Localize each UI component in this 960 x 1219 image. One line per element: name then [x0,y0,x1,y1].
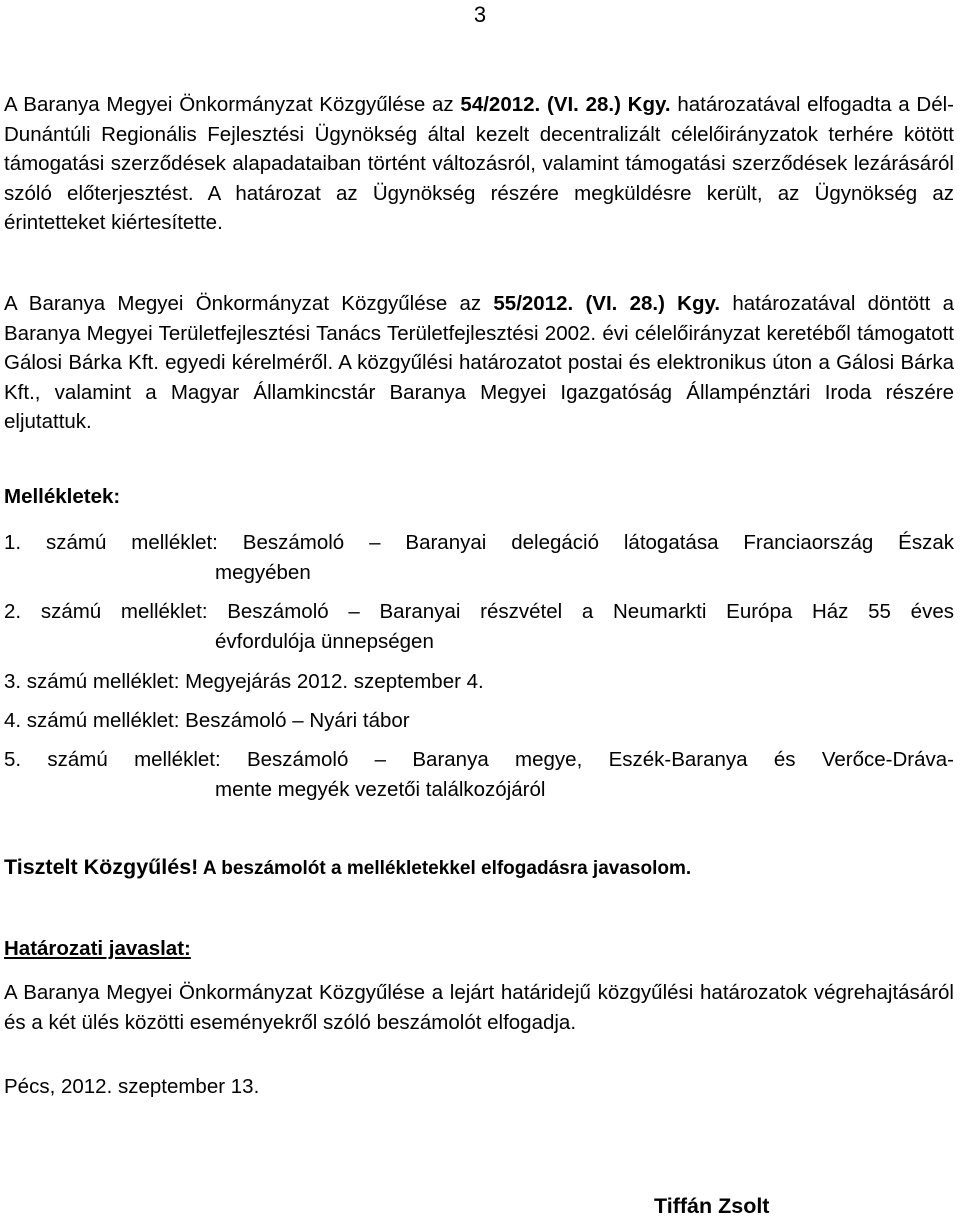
place-date: Pécs, 2012. szeptember 13. [4,1075,260,1098]
resolution-reference: 55/2012. (VI. 28.) Kgy. [493,292,721,315]
paragraph-lead: A Baranya Megyei Önkormányzat Közgyűlése az [4,93,461,116]
annex-item-1 [4,528,954,587]
annexes-heading: Mellékletek: [4,485,121,508]
annex-label: 1. számú melléklet: [4,531,243,554]
annex-item-4 [4,706,954,736]
annex-title-continued: évfordulója ünnepségen [215,629,434,653]
annex-title-continued: mente megyék vezetői találkozójáról [215,777,546,801]
closing-recommendation [4,855,691,880]
annex-title: Beszámoló – Baranyai részvétel a Neumarkti Európa Ház 55 éves [227,600,954,623]
signer-name: Tiffán Zsolt [654,1194,770,1218]
annex-label: 4. számú melléklet: [4,709,186,732]
annex-label: 5. számú melléklet: [4,748,247,771]
resolution-reference: 54/2012. (VI. 28.) Kgy. [460,93,671,116]
annex-title: Beszámoló – Baranya megye, Eszék-Baranya és Verőce-Dráva- [246,748,954,771]
paragraph-text: határozatával elfogadta a Dél-Dunántúli Regionális Fejlesztési Ügynökség által kezelt decentralizált célelőirányzatok terhére kötött támogatási szerződések alapadataiban történt változásról, valamint támogatási szerződések lezárásáról szóló előterjesztést. A határozat az Ügynökség részére megküldésre került, az Ügynökség az érintetteket kiértesítette. [4,93,955,234]
annex-label: 2. számú melléklet: [4,600,228,623]
salutation: Tisztelt Közgyűlés! [4,855,199,879]
annex-item-3 [4,667,954,697]
paragraph-text: határozatával döntött a Baranya Megyei Területfejlesztési Tanács Területfejlesztési 2002. évi célelőirányzat keretéből támogatott Gálosi Bárka Kft. egyedi kérelméről. A közgyűlési határozatot postai és elektronikus úton a Gálosi Bárka Kft. [4,292,954,404]
proposal-text: A Baranya Megyei Önkormányzat Közgyűlése a lejárt határidejű közgyűlési határozatok végrehajtásáról és a két ülés közötti eseményekről szóló beszámolót elfogadja. [4,981,954,1034]
page-number: 3 [473,2,487,27]
annex-title: Beszámoló – Baranyai delegáció látogatása Franciaország Észak [242,531,954,554]
recommendation-text: A beszámolót a mellékletekkel elfogadásra javasolom. [198,858,692,879]
paragraph-resolution-54 [4,90,954,238]
paragraph-lead: A Baranya Megyei Önkormányzat Közgyűlése az [4,292,494,315]
annex-title-continued: megyében [215,560,311,584]
annex-item-2 [4,597,954,656]
paragraph-text-continued: , valamint a Magyar Államkincstár Baranya Megyei Igazgatóság Állampénztári Iroda részére eljutattuk. [4,380,954,433]
annex-title: Beszámoló – Nyári tábor [185,709,410,732]
annex-title: Megyejárás 2012. szeptember 4. [185,670,484,693]
annex-item-5 [4,745,954,804]
proposal-heading: Határozati javaslat: [4,937,191,960]
annex-label: 3. számú melléklet: [4,670,186,693]
paragraph-resolution-55 [4,289,954,437]
